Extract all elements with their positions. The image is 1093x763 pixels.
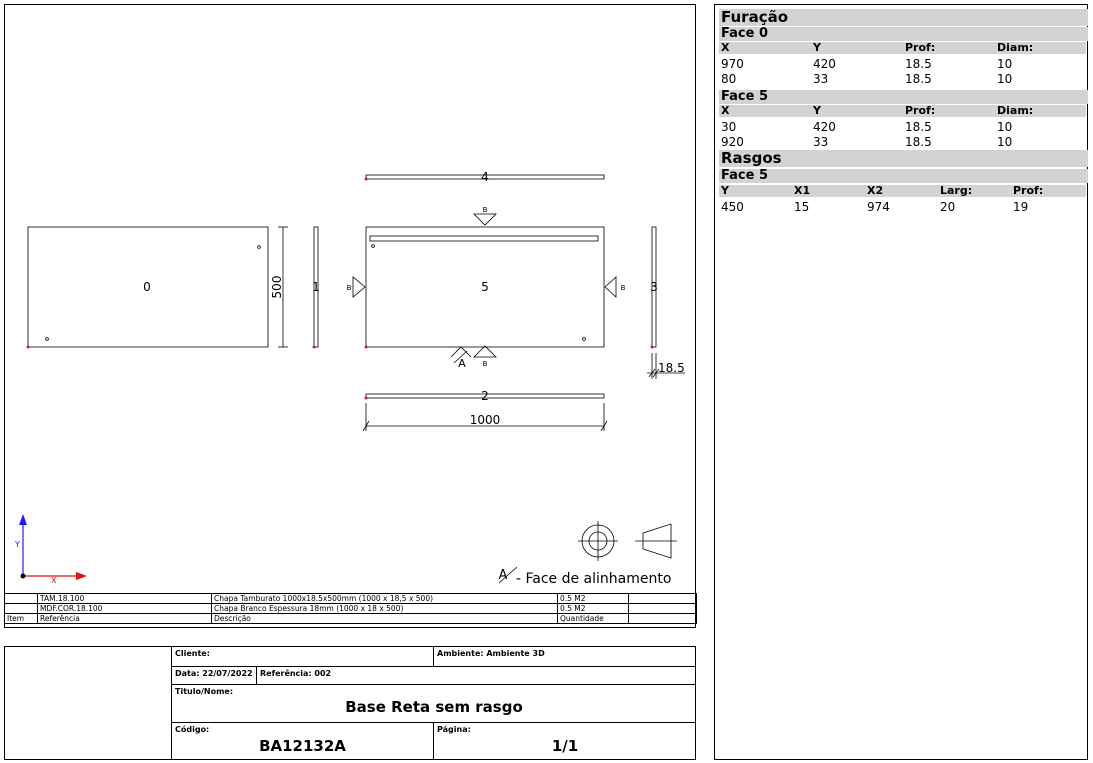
item-header: Item bbox=[5, 614, 38, 624]
face-5-label: 5 bbox=[481, 280, 489, 294]
col-depth: Prof: bbox=[1013, 184, 1044, 197]
machining-panel bbox=[714, 4, 1088, 760]
table-row bbox=[5, 594, 697, 604]
page-cell bbox=[433, 722, 696, 760]
description-cell: Chapa Branco Espessura 18mm (1000 x 18 x 500) bbox=[212, 604, 558, 614]
alignment-legend-symbol: A bbox=[498, 568, 508, 583]
x-axis-arrow-icon bbox=[76, 572, 87, 580]
col-width: Larg: bbox=[940, 184, 973, 197]
col-diameter: Diam: bbox=[997, 104, 1034, 117]
height-dimension-value: 500 bbox=[270, 275, 284, 299]
view-marker-right bbox=[605, 277, 616, 297]
col-depth: Prof: bbox=[905, 41, 936, 54]
ambient-label: Ambiente: Ambiente 3D bbox=[437, 649, 545, 658]
face-0-label: 0 bbox=[143, 280, 151, 294]
reference-header: Referência bbox=[38, 614, 212, 624]
face-1-label: 1 bbox=[312, 280, 320, 294]
table-header-row bbox=[5, 614, 697, 624]
view-marker-right-label: B bbox=[620, 284, 626, 292]
drilling-face-5-label: Face 5 bbox=[719, 90, 1088, 104]
view-marker-left-label: B bbox=[346, 284, 352, 292]
technical-drawing bbox=[5, 5, 695, 627]
grooves-face-5-header bbox=[719, 185, 1086, 197]
reference-label: Referência: 002 bbox=[260, 669, 332, 678]
face-5-hole bbox=[372, 245, 375, 248]
drawing-frame bbox=[4, 4, 696, 628]
y-axis-arrow-icon bbox=[19, 514, 27, 525]
view-marker-bottom bbox=[474, 346, 496, 357]
view-marker-top-label: B bbox=[482, 206, 488, 214]
extra-cell bbox=[629, 604, 697, 614]
title-cell bbox=[171, 684, 696, 722]
page-label: Página: bbox=[437, 725, 471, 734]
reference-cell: TAM.18.100 bbox=[38, 594, 212, 604]
client-cell bbox=[171, 646, 433, 666]
table-row: 450 15 974 20 19 bbox=[721, 200, 1029, 214]
ambient-cell bbox=[433, 646, 696, 666]
alignment-mark bbox=[451, 347, 471, 357]
table-row: 920 33 18.5 10 bbox=[721, 135, 1013, 149]
quantity-cell: 0.5 M2 bbox=[558, 604, 629, 614]
groove bbox=[370, 236, 598, 241]
table-row bbox=[5, 604, 697, 614]
table-row: 80 33 18.5 10 bbox=[721, 72, 1013, 86]
col-y: Y bbox=[813, 41, 821, 54]
alignment-legend-text: - Face de alinhamento bbox=[516, 571, 672, 587]
code-label: Código: bbox=[175, 725, 210, 734]
code-cell bbox=[171, 722, 433, 760]
view-marker-top bbox=[474, 214, 496, 225]
date-cell bbox=[171, 666, 256, 684]
drilling-face-0-label: Face 0 bbox=[719, 27, 1088, 41]
col-diameter: Diam: bbox=[997, 41, 1034, 54]
parts-list-table bbox=[4, 593, 697, 624]
col-y: Y bbox=[721, 184, 729, 197]
title-block bbox=[4, 646, 696, 760]
date-label: Data: 22/07/2022 bbox=[175, 669, 253, 678]
col-x: X bbox=[721, 41, 730, 54]
width-dimension-value: 1000 bbox=[469, 413, 501, 427]
col-y: Y bbox=[813, 104, 821, 117]
extra-cell bbox=[629, 594, 697, 604]
view-marker-left bbox=[353, 277, 365, 297]
client-label: Cliente: bbox=[175, 649, 210, 658]
col-x1: X1 bbox=[794, 184, 811, 197]
face-0-hole bbox=[258, 246, 261, 249]
title-value: Base Reta sem rasgo bbox=[345, 698, 523, 716]
col-x2: X2 bbox=[867, 184, 884, 197]
alignment-mark-label: A bbox=[458, 357, 466, 370]
drilling-face-5-header bbox=[719, 105, 1086, 117]
thickness-dimension-value: 18.5 bbox=[658, 361, 685, 375]
face-5-hole bbox=[583, 338, 586, 341]
face-3-label: 3 bbox=[650, 280, 658, 294]
description-cell: Chapa Tamburato 1000x18.5x500mm (1000 x 18,5 x 500) bbox=[212, 594, 558, 604]
title-label: Titulo/Nome: bbox=[175, 687, 234, 696]
face-2-label: 2 bbox=[481, 389, 489, 403]
col-x: X bbox=[721, 104, 730, 117]
item-cell bbox=[5, 604, 38, 614]
reference-cell bbox=[256, 666, 696, 684]
face-0-hole bbox=[46, 338, 49, 341]
item-cell bbox=[5, 594, 38, 604]
y-axis-label: Y bbox=[15, 540, 20, 549]
table-row: 970 420 18.5 10 bbox=[721, 57, 1013, 71]
reference-cell: MDF.COR.18.100 bbox=[38, 604, 212, 614]
drilling-face-0-header bbox=[719, 42, 1086, 54]
quantity-cell: 0.5 M2 bbox=[558, 594, 629, 604]
x-axis-label: X bbox=[51, 576, 57, 585]
drilling-section-title: Furação bbox=[719, 9, 1088, 26]
col-depth: Prof: bbox=[905, 104, 936, 117]
extra-header bbox=[629, 614, 697, 624]
quantity-header: Quantidade bbox=[558, 614, 629, 624]
code-value: BA12132A bbox=[259, 737, 346, 755]
page-value: 1/1 bbox=[551, 737, 579, 755]
face-4-label: 4 bbox=[481, 170, 489, 184]
grooves-section-title: Rasgos bbox=[719, 150, 1088, 167]
grooves-face-5-label: Face 5 bbox=[719, 169, 1088, 183]
description-header: Descrição bbox=[212, 614, 558, 624]
view-marker-bottom-label: B bbox=[482, 360, 488, 368]
table-row: 30 420 18.5 10 bbox=[721, 120, 1013, 134]
